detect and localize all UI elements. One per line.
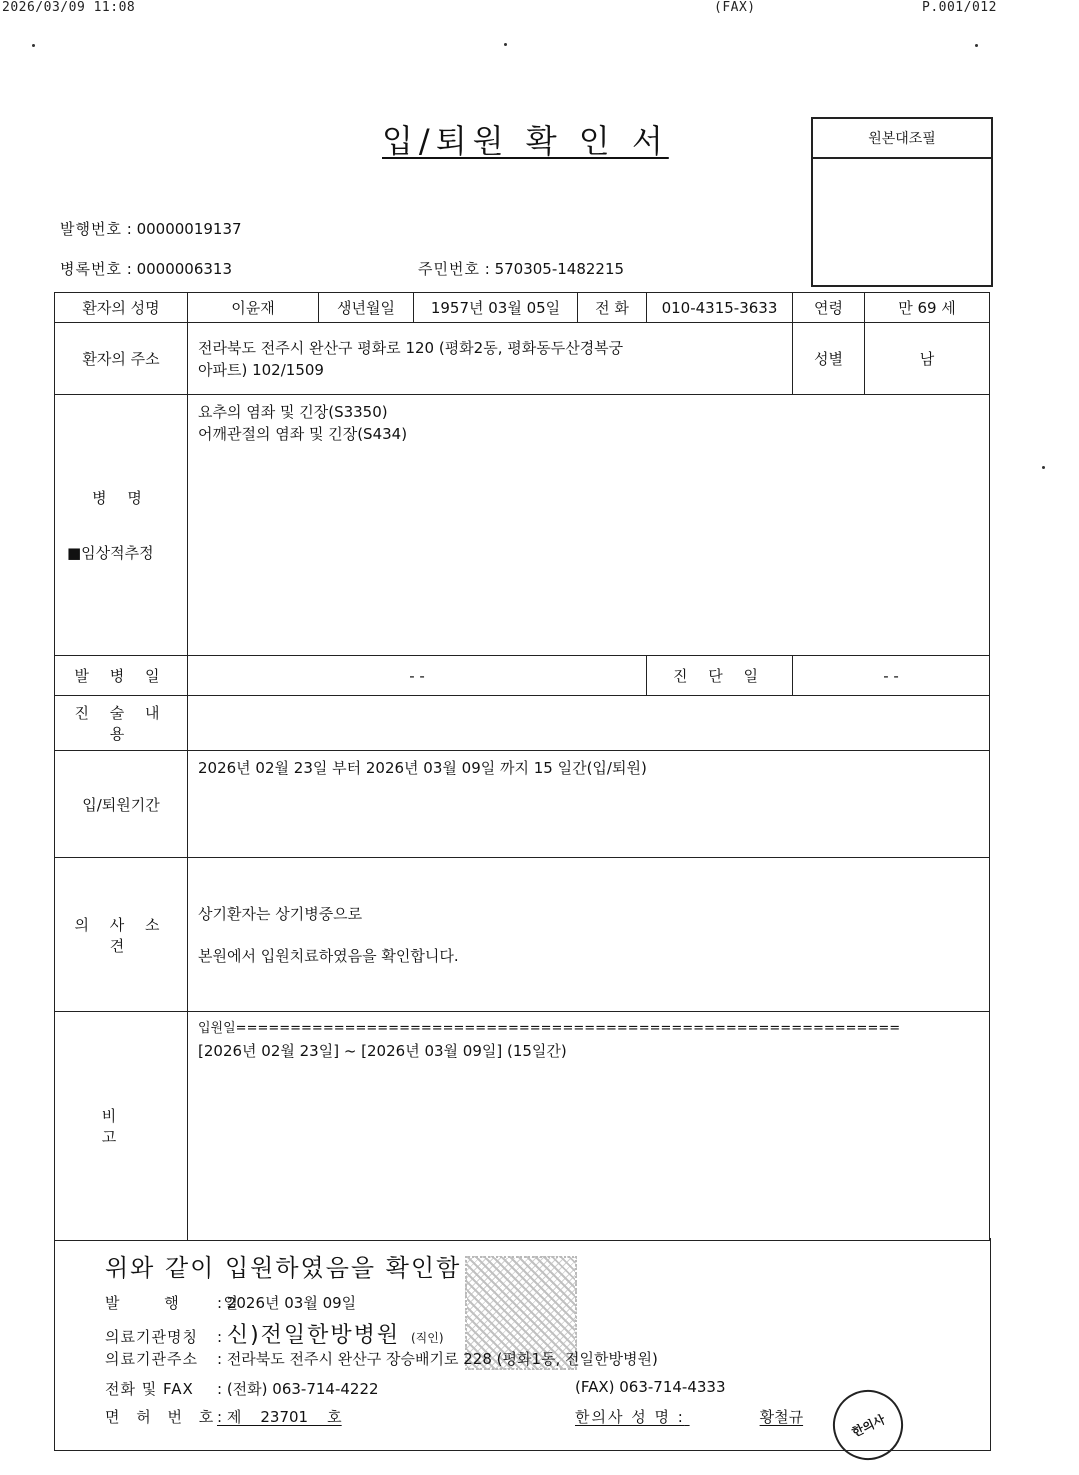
diagnosis-item-1: 요추의 염좌 및 긴장(S3350): [198, 403, 388, 421]
patient-name-label: 환자의 성명: [55, 293, 188, 323]
diagnosis-row: [55, 395, 990, 656]
issue-number: 발행번호 : 00000019137: [60, 220, 242, 238]
record-number-value: 0000006313: [136, 260, 232, 278]
diagnosis-label-cell: [55, 395, 188, 656]
onset-value: - -: [188, 656, 647, 696]
original-verification-box: [811, 117, 993, 287]
birth-label: 생년월일: [319, 293, 414, 323]
address-value: [188, 323, 793, 395]
license-number: [105, 1406, 342, 1427]
clinical-estimate-label: ■임상적추정: [67, 544, 154, 562]
issue-number-label: 발행번호: [60, 220, 122, 238]
doctor-name-label: 한의사 성 명 :: [575, 1408, 685, 1426]
opinion-line-1: 상기환자는 상기병중으로: [198, 904, 363, 923]
doctor-seal-stamp: [821, 1378, 914, 1471]
record-number: 병록번호 : 0000006313: [60, 260, 232, 278]
institution-name-value: 신)전일한방병원: [226, 1323, 401, 1348]
onset-label: 발 병 일: [55, 656, 188, 696]
diagnosis-label: 병 명: [92, 489, 150, 507]
doctor-name-value: 황철규: [759, 1408, 804, 1426]
institution-seal-text: (직인): [410, 1331, 444, 1345]
confirmation-statement: 위와 같이 입원하였음을 확인함: [105, 1254, 462, 1282]
record-number-label: 병록번호: [60, 260, 122, 278]
opinion-value: [188, 858, 990, 1012]
onset-row: [55, 656, 990, 696]
period-row: [55, 751, 990, 858]
patient-form-table: [54, 292, 990, 1241]
issue-date: [105, 1292, 356, 1313]
phone-number: 010-4315-3633: [647, 293, 793, 323]
resident-number-value: 570305-1482215: [494, 260, 625, 278]
contact-phone: : (전화) 063-714-4222: [217, 1380, 379, 1398]
institution-address-label: 의료기관주소: [105, 1350, 198, 1368]
period-value: [188, 751, 990, 858]
remarks-line-1: 입원일=============================================================: [198, 1021, 901, 1036]
address-line-2: 아파트) 102/1509: [198, 360, 324, 379]
surgery-value: [188, 696, 990, 751]
remarks-label: 비 고: [55, 1012, 188, 1241]
age-label: 연령: [793, 293, 865, 323]
scan-speck: [975, 44, 978, 47]
remarks-line-2: [2026년 02월 23일] ~ [2026년 03월 09일] (15일간): [198, 1042, 567, 1060]
license-label: 면 허 번 호: [105, 1408, 220, 1426]
issue-number-value: 00000019137: [136, 220, 242, 238]
institution-name: 의료기관명칭 : 신)전일한방병원 (직인): [105, 1323, 444, 1348]
original-verification-label: 원본대조필: [813, 119, 991, 159]
age-value: 만 69 세: [865, 293, 990, 323]
document-title: 입/퇴원 확 인 서: [382, 122, 669, 160]
period-text: 2026년 02월 23일 부터 2026년 03월 09일 까지 15 일간(입/퇴원): [198, 759, 647, 777]
institution-name-label: 의료기관명칭: [105, 1328, 198, 1346]
surgery-row: [55, 696, 990, 751]
sex-value: 남: [865, 323, 990, 395]
fax-datetime: 2026/03/09 11:08: [2, 0, 136, 15]
resident-number: 주민번호 : 570305-1482215: [418, 260, 625, 278]
issue-date-label: 발 행 일: [105, 1294, 259, 1312]
institution-address-value: : 전라북도 전주시 완산구 장승배기로 228 (평화1동, 전일한방병원): [217, 1350, 658, 1368]
doctor-seal-text: 한의사: [849, 1411, 887, 1440]
opinion-label: 의 사 소 견: [55, 858, 188, 1012]
opinion-line-2: 본원에서 입원치료하였음을 확인합니다.: [198, 946, 459, 965]
birth-date: 1957년 03월 05일: [414, 293, 578, 323]
license-value: : 제 23701 호: [217, 1408, 342, 1426]
surgery-label: 진 술 내 용: [55, 696, 188, 751]
scan-speck: [504, 43, 507, 46]
diagnosis-date-label: 진 단 일: [647, 656, 793, 696]
scan-speck: [32, 44, 35, 47]
fax-label: (FAX): [714, 0, 756, 15]
patient-info-row: [55, 293, 990, 323]
contact-fax: (FAX) 063-714-4333: [575, 1378, 726, 1396]
address-row: [55, 323, 990, 395]
fax-page-number: P.001/012: [922, 0, 997, 15]
period-label: 입/퇴원기간: [55, 751, 188, 858]
contact-info: [105, 1378, 379, 1399]
opinion-row: [55, 858, 990, 1012]
address-line-1: 전라북도 전주시 완산구 평화로 120 (평화2동, 평화동두산경복궁: [198, 338, 624, 357]
remarks-value: [188, 1012, 990, 1241]
doctor-name: [575, 1406, 803, 1427]
phone-label: 전 화: [578, 293, 647, 323]
institution-address: [105, 1348, 658, 1369]
sex-label: 성별: [793, 323, 865, 395]
contact-label: 전화 및 FAX: [105, 1380, 194, 1398]
remarks-row: [55, 1012, 990, 1241]
patient-name: 이윤재: [188, 293, 319, 323]
address-label: 환자의 주소: [55, 323, 188, 395]
resident-number-label: 주민번호: [418, 260, 480, 278]
scan-speck: [1042, 466, 1045, 469]
diagnosis-list: [188, 395, 990, 656]
issue-date-value: : 2026년 03월 09일: [217, 1294, 357, 1312]
diagnosis-date-value: - -: [793, 656, 990, 696]
confirmation-section: [54, 1238, 991, 1451]
diagnosis-item-2: 어깨관절의 염좌 및 긴장(S434): [198, 425, 408, 443]
